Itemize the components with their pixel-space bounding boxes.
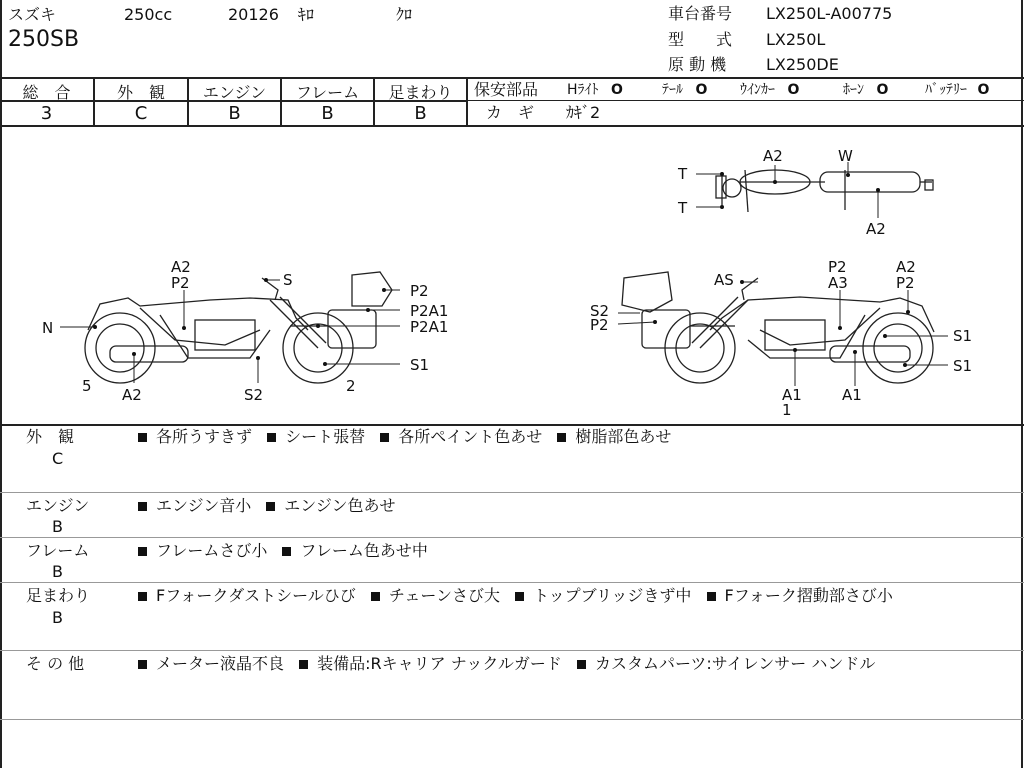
section-label-suspension: 足まわり [26, 586, 91, 605]
bullet-icon [577, 660, 586, 669]
section-divider [0, 537, 1024, 538]
remark-item: シート張替 [285, 427, 366, 446]
remark-item: Fフォークダストシールひび [156, 586, 356, 605]
safety-item-label: ｳｲﾝｶｰ [740, 82, 775, 98]
section-label-other: そ の 他 [26, 654, 85, 673]
section-items-suspension [136, 587, 901, 605]
safety-title: 保安部品 [474, 80, 539, 99]
diagram-label: A2 [122, 386, 142, 404]
type-label: 型 式 [668, 30, 733, 49]
engine-type-label: 原 動 機 [668, 55, 727, 74]
score-value-suspension: B [414, 103, 427, 124]
diagram-label: 1 [782, 401, 792, 419]
bullet-icon [380, 433, 389, 442]
section-divider [0, 650, 1024, 651]
section-grade-frame: B [52, 562, 63, 581]
diagram-label: P2A1 [410, 318, 449, 336]
score-value-total: 3 [40, 103, 53, 124]
diagram-label: P2A1 [410, 302, 449, 320]
safety-item-mark: O [876, 82, 889, 98]
remark-item: チェーンさび大 [388, 586, 501, 605]
diagram-label: AS [714, 271, 734, 289]
section-divider [0, 492, 1024, 493]
diagram-label: W [838, 147, 853, 165]
bullet-icon [299, 660, 308, 669]
score-label-frame: フレーム [295, 83, 360, 102]
diagram-label: A2 [171, 258, 191, 276]
score-label-appearance: 外 観 [116, 83, 165, 102]
diagram-label: A2 [866, 220, 886, 238]
score-col-divider-5 [466, 77, 468, 125]
engine-type-value: LX250DE [766, 55, 839, 74]
diagram-label: S2 [590, 302, 610, 320]
bullet-icon [138, 433, 147, 442]
safety-item-mark: O [695, 82, 708, 98]
safety-item-battery [925, 81, 989, 99]
diagram-label: P2 [828, 258, 847, 276]
diagram-label: P2 [896, 274, 915, 292]
diagram-label: T [678, 165, 688, 183]
section-items-frame [136, 542, 436, 560]
remark-item: トップブリッジきず中 [533, 586, 692, 605]
safety-row-divider [468, 100, 1024, 101]
diagram-label: S1 [953, 327, 973, 345]
frame-number-value: LX250L-A00775 [766, 4, 893, 23]
remark-item: 樹脂部色あせ [575, 427, 672, 446]
safety-item-label: Hﾗｲﾄ [567, 82, 599, 98]
safety-item-mark: O [787, 82, 800, 98]
score-label-total: 総 合 [22, 83, 71, 102]
safety-item-label: ﾊﾞｯﾃﾘｰ [925, 82, 967, 98]
remark-item: 各所うすきず [156, 427, 253, 446]
safety-item-mark: O [977, 82, 990, 98]
diagram-label: S1 [410, 356, 430, 374]
section-grade-engine: B [52, 517, 63, 536]
remark-item: カスタムパーツ:サイレンサー ハンドル [595, 654, 876, 673]
color: ｸﾛ [396, 5, 413, 24]
score-value-appearance: C [134, 103, 148, 124]
remark-item: フレーム色あせ中 [300, 541, 428, 560]
safety-item-tail [662, 81, 707, 99]
mark: ｷﾛ [298, 5, 315, 24]
section-label-frame: フレーム [26, 541, 90, 560]
diagram-label: A1 [842, 386, 862, 404]
section-items-other [136, 655, 883, 673]
diagram-label: A2 [763, 147, 783, 165]
section-label-engine: エンジン [26, 496, 90, 515]
section-divider [0, 424, 1024, 426]
diagram-label: 5 [82, 377, 92, 395]
safety-item-headlight [567, 81, 623, 99]
score-value-frame: B [321, 103, 334, 124]
diagram-label: S2 [244, 386, 264, 404]
remark-item: Fフォーク摺動部さび小 [724, 586, 893, 605]
diagram-pointers [60, 162, 948, 386]
diagram-label: P2 [590, 316, 609, 334]
key-value: ｶｷﾞ2 [566, 103, 601, 122]
type-value: LX250L [766, 30, 826, 49]
damage-dots [93, 172, 910, 367]
safety-item-horn [843, 81, 888, 99]
diagram-label: S [283, 271, 293, 289]
remark-item: 各所ペイント色あせ [398, 427, 543, 446]
top-view-bike [716, 170, 933, 212]
bullet-icon [138, 660, 147, 669]
remark-item: エンジン色あせ [284, 496, 396, 515]
safety-item-label: ﾎｰﾝ [843, 82, 864, 98]
displacement: 250cc [124, 5, 173, 24]
section-grade-suspension: B [52, 608, 63, 627]
damage-diagram [0, 127, 1024, 423]
safety-item-label: ﾃｰﾙ [662, 82, 683, 98]
diagram-label: P2 [171, 274, 190, 292]
bullet-icon [515, 592, 524, 601]
score-table-top [0, 77, 1024, 79]
diagram-label: P2 [410, 282, 429, 300]
model-name: 250SB [8, 27, 80, 52]
bullet-icon [138, 592, 147, 601]
score-value-engine: B [228, 103, 241, 124]
section-items-appearance [136, 428, 679, 446]
left-view-bike [85, 272, 392, 383]
bullet-icon [557, 433, 566, 442]
diagram-label: A2 [896, 258, 916, 276]
frame-number-label: 車台番号 [668, 4, 733, 23]
bullet-icon [138, 547, 147, 556]
section-grade-appearance: C [52, 449, 64, 468]
section-divider [0, 719, 1024, 720]
maker: スズキ [8, 5, 57, 24]
section-label-appearance: 外 観 [26, 427, 75, 446]
right-view-bike [622, 272, 934, 383]
safety-item-winker [740, 81, 799, 99]
section-divider [0, 582, 1024, 583]
safety-item-mark: O [610, 82, 623, 98]
diagram-label: N [42, 319, 54, 337]
bullet-icon [266, 502, 275, 511]
diagram-label: A1 [782, 386, 802, 404]
remark-item: 装備品:Rキャリア ナックルガード [317, 654, 562, 673]
remark-item: メーター液晶不良 [156, 654, 285, 673]
key-label: カ ギ [486, 103, 535, 122]
remark-item: エンジン音小 [156, 496, 252, 515]
score-label-engine: エンジン [202, 83, 267, 102]
diagram-label: T [678, 199, 688, 217]
score-label-suspension: 足まわり [388, 83, 453, 102]
diagram-label: S1 [953, 357, 973, 375]
bullet-icon [371, 592, 380, 601]
diagram-label: 2 [346, 377, 356, 395]
bullet-icon [707, 592, 716, 601]
section-items-engine [136, 497, 404, 515]
bullet-icon [282, 547, 291, 556]
remark-item: フレームさび小 [156, 541, 268, 560]
bullet-icon [138, 502, 147, 511]
bullet-icon [267, 433, 276, 442]
record-number: 20126 [228, 5, 279, 24]
diagram-label: A3 [828, 274, 848, 292]
